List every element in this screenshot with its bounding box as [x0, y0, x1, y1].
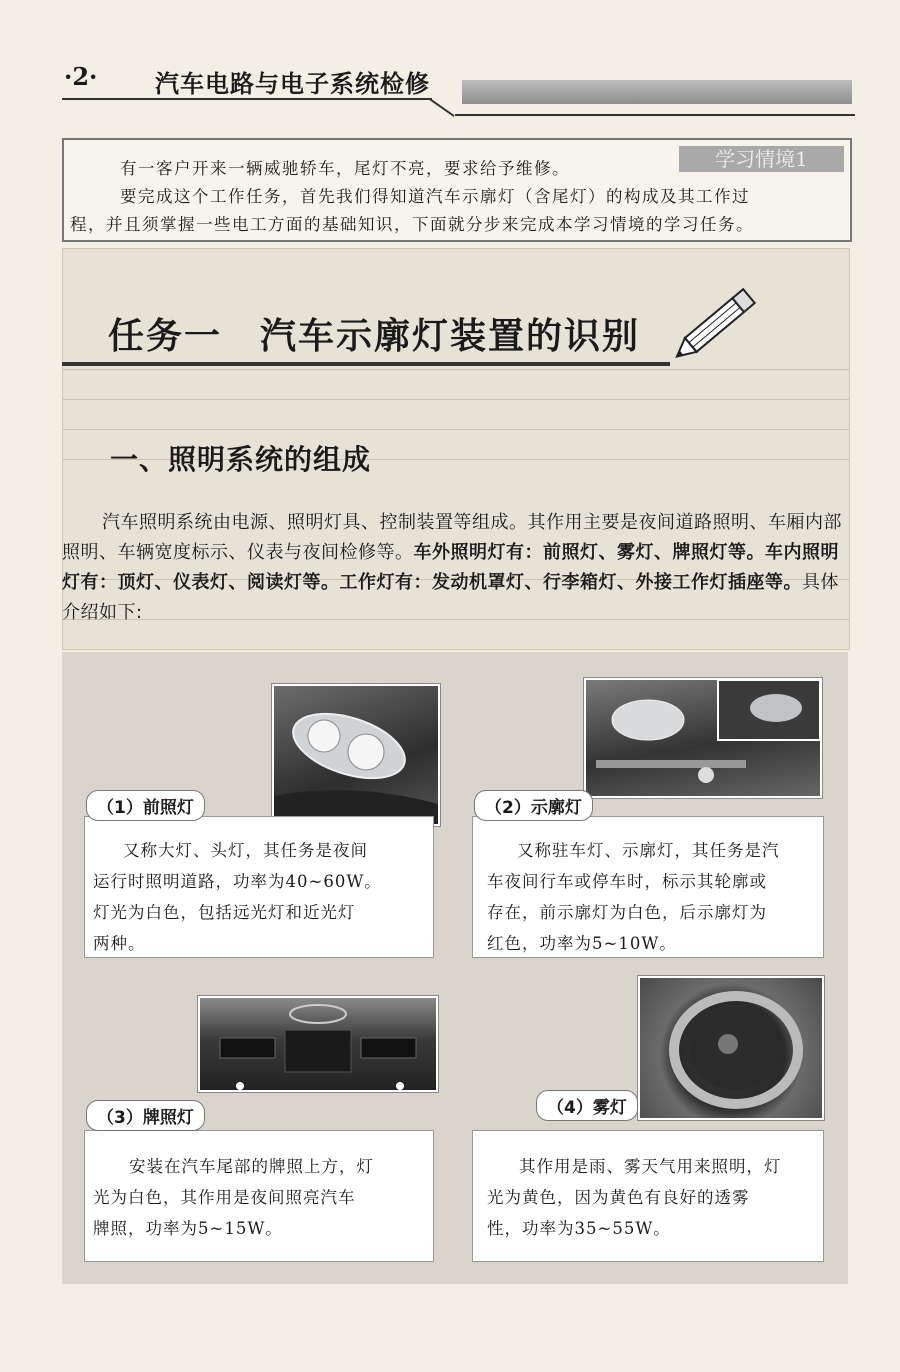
- position-lamp-text-1: 又称驻车灯、示廓灯，其任务是汽: [517, 841, 780, 860]
- fog-lamp-text-2: 光为黄色，因为黄色有良好的透雾: [487, 1188, 750, 1207]
- fog-lamp-text-1: 其作用是雨、雾天气用来照明，灯: [519, 1157, 782, 1176]
- position-lamp-text-2: 车夜间行车或停车时，标示其轮廓或: [487, 872, 767, 891]
- license-plate-lamp-text-3: 牌照，功率为5~15W。: [93, 1219, 283, 1238]
- learning-situation-tag: 学习情境1: [679, 146, 844, 172]
- header-rule-slant: [429, 98, 455, 117]
- fog-lamp-photo: [638, 976, 824, 1120]
- intro-line-3: 程，并且须掌握一些电工方面的基础知识，下面就分步来完成本学习情境的学习任务。: [70, 215, 754, 234]
- task-title: 任务一 汽车示廓灯装置的识别: [108, 315, 641, 357]
- position-lamp-text-4: 红色，功率为5~10W。: [487, 934, 677, 953]
- position-lamp-label: （2）示廓灯: [474, 790, 593, 821]
- fog-lamp-text-3: 性，功率为35~55W。: [487, 1219, 671, 1238]
- paragraph-text-bold: 车外照明灯有：前照灯、雾灯、牌照灯等。车内照明灯有：顶灯、仪表灯、阅读灯等。工作灯有：发动机罩灯、行李箱灯、外接工作灯插座等。: [62, 542, 839, 593]
- header-rule: [62, 98, 432, 100]
- header-rule-right: [455, 114, 855, 116]
- position-lamp-card: [472, 816, 824, 958]
- book-title: 汽车电路与电子系统检修: [155, 70, 430, 98]
- position-lamp-photo: [584, 678, 822, 798]
- pencil-icon: [672, 270, 772, 370]
- page-number: ·2·: [64, 62, 98, 91]
- license-plate-lamp-text-2: 光为白色，其作用是夜间照亮汽车: [93, 1188, 356, 1207]
- task-title-rule: [62, 362, 670, 366]
- headlight-text-1: 又称大灯、头灯，其任务是夜间: [123, 841, 368, 860]
- paragraph-text-1: 汽车照明系统由电源、照明灯具、控制装置等组成。其作用主要是夜间道路照明、车厢内部照明、车辆宽度标示、仪表与夜间检修等。: [62, 512, 842, 563]
- intro-line-2: 要完成这个工作任务，首先我们得知道汽车示廓灯（含尾灯）的构成及其工作过: [120, 187, 750, 206]
- intro-line-1: 有一客户开来一辆威驰轿车，尾灯不亮，要求给予维修。: [120, 159, 570, 178]
- headlight-label: （1）前照灯: [86, 790, 205, 821]
- headlight-card: [84, 816, 434, 958]
- section-title: 一、照明系统的组成: [110, 443, 372, 476]
- position-lamp-text-3: 存在，前示廓灯为白色，后示廓灯为: [487, 903, 767, 922]
- intro-box: [62, 138, 852, 242]
- headlight-text-4: 两种。: [93, 934, 146, 953]
- fog-lamp-card: [472, 1130, 824, 1262]
- intro-paragraph: [62, 508, 852, 628]
- license-plate-lamp-label: （3）牌照灯: [86, 1100, 205, 1131]
- license-plate-lamp-card: [84, 1130, 434, 1262]
- header-gray-bar: [462, 80, 852, 104]
- license-plate-lamp-text-1: 安装在汽车尾部的牌照上方，灯: [129, 1157, 374, 1176]
- headlight-text-3: 灯光为白色，包括远光灯和近光灯: [93, 903, 356, 922]
- headlight-photo: [272, 684, 440, 826]
- fog-lamp-label: （4）雾灯: [536, 1090, 638, 1121]
- license-plate-lamp-photo: [198, 996, 438, 1092]
- headlight-text-2: 运行时照明道路，功率为40~60W。: [93, 872, 382, 891]
- paragraph-text-2: 具体介绍如下:: [62, 572, 839, 623]
